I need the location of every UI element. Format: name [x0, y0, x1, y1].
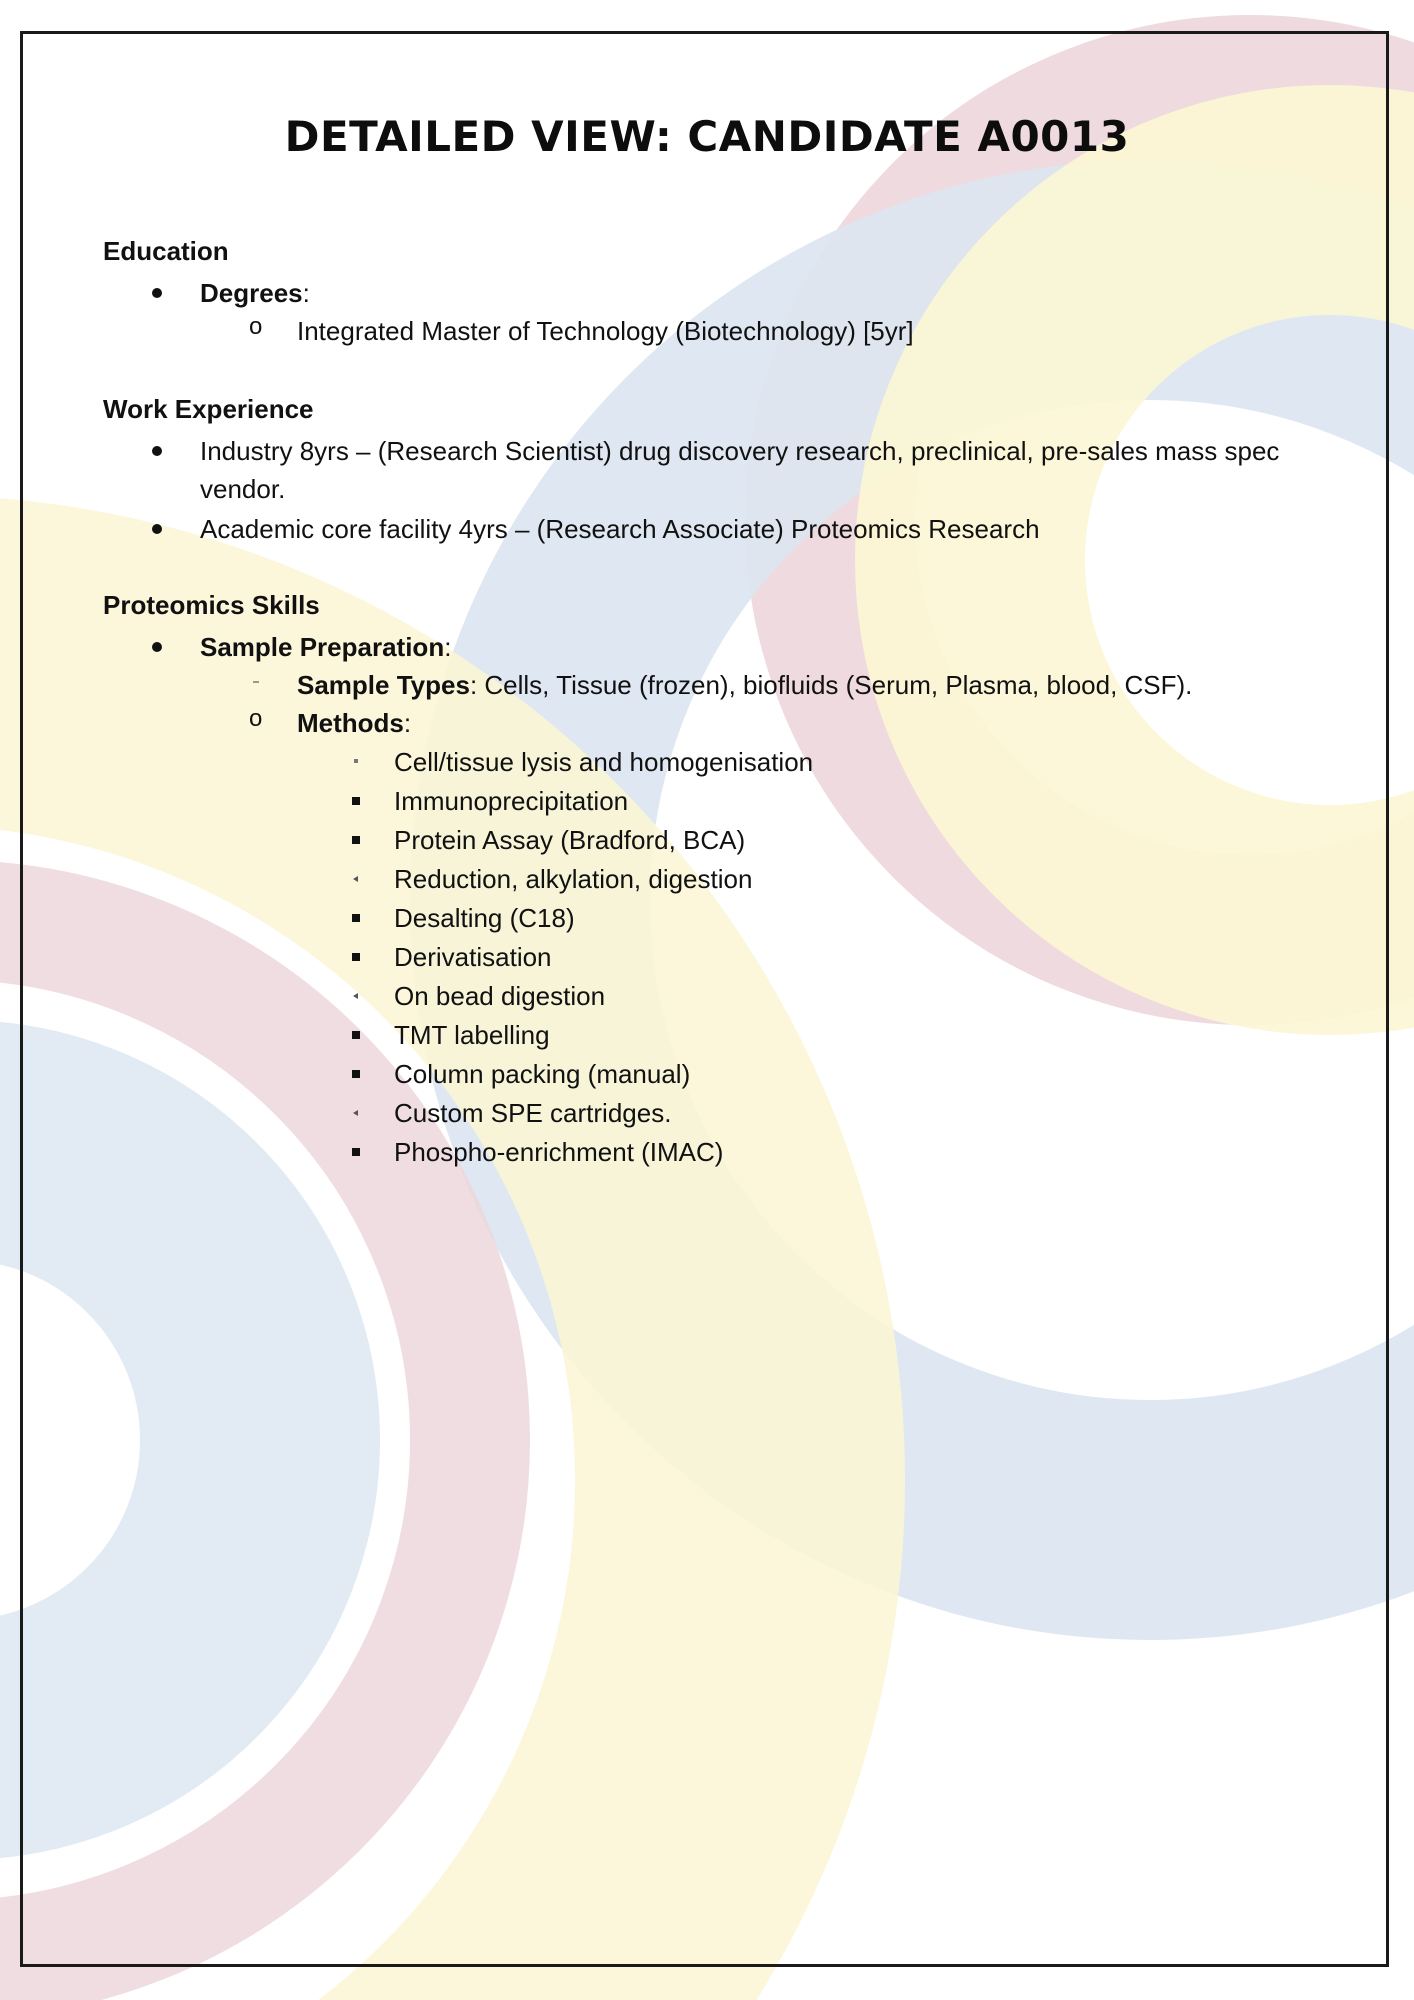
method-item: Cell/tissue lysis and homogenisation: [394, 747, 814, 777]
bullet-dot: [152, 288, 162, 298]
faint-bullet: [353, 1110, 358, 1116]
bullet-dot: [152, 524, 162, 534]
method-item: TMT labelling: [394, 1020, 550, 1050]
degrees-colon: :: [302, 278, 310, 308]
method-item: On bead digestion: [394, 981, 606, 1011]
faint-bullet: [353, 876, 358, 882]
sample-types-label: Sample Types: [297, 670, 470, 700]
work-experience-heading: Work Experience: [103, 394, 314, 424]
degree-item: Integrated Master of Technology (Biotechnology) [5yr]: [297, 316, 914, 346]
work-item-academic: Academic core facility 4yrs – (Research Associate) Proteomics Research: [200, 514, 1040, 544]
sample-preparation-label: Sample Preparation: [200, 632, 445, 662]
degrees-line: [200, 274, 310, 312]
hollow-bullet: o: [249, 313, 263, 340]
method-item: Derivatisation: [394, 942, 552, 972]
work-item-industry: Industry 8yrs – (Research Scientist) drug discovery research, preclinical, pre-sales mass spec: [200, 436, 1280, 466]
methods-line: [297, 704, 411, 742]
method-item: Reduction, alkylation, digestion: [394, 864, 753, 894]
faint-bullet: [253, 681, 259, 683]
work-item-industry-cont: vendor.: [200, 474, 286, 504]
square-bullet: [352, 836, 360, 844]
proteomics-skills-heading: Proteomics Skills: [103, 590, 320, 620]
bullet-dot: [152, 446, 162, 456]
methods-colon: :: [403, 708, 412, 738]
square-bullet: [352, 1031, 360, 1039]
square-bullet: [352, 1070, 360, 1078]
sample-types-line: [297, 666, 1192, 704]
method-item: Column packing (manual): [394, 1059, 691, 1089]
square-bullet: [352, 914, 360, 922]
bullet-dot: [152, 642, 162, 652]
method-item: Custom SPE cartridges.: [394, 1098, 672, 1128]
methods-label: Methods: [297, 708, 404, 738]
sample-types-value: : Cells, Tissue (frozen), biofluids (Serum, Plasma, blood, CSF).: [469, 670, 1193, 700]
page-title: DETAILED VIEW: CANDIDATE A0013: [284, 112, 1130, 161]
degrees-label: Degrees: [200, 278, 303, 308]
method-item: Protein Assay (Bradford, BCA): [394, 825, 746, 855]
method-item: Phospho-enrichment (IMAC): [394, 1137, 724, 1167]
sample-preparation-line: [200, 628, 451, 666]
hollow-bullet: o: [249, 705, 263, 732]
method-item: Desalting (C18): [394, 903, 575, 933]
faint-bullet: [354, 759, 358, 763]
square-bullet: [352, 953, 360, 961]
square-bullet: [352, 1148, 360, 1156]
square-bullet: [352, 797, 360, 805]
sample-preparation-colon: :: [444, 632, 452, 662]
education-heading: Education: [103, 236, 229, 266]
faint-bullet: [353, 993, 358, 999]
method-item: Immunoprecipitation: [394, 786, 629, 816]
